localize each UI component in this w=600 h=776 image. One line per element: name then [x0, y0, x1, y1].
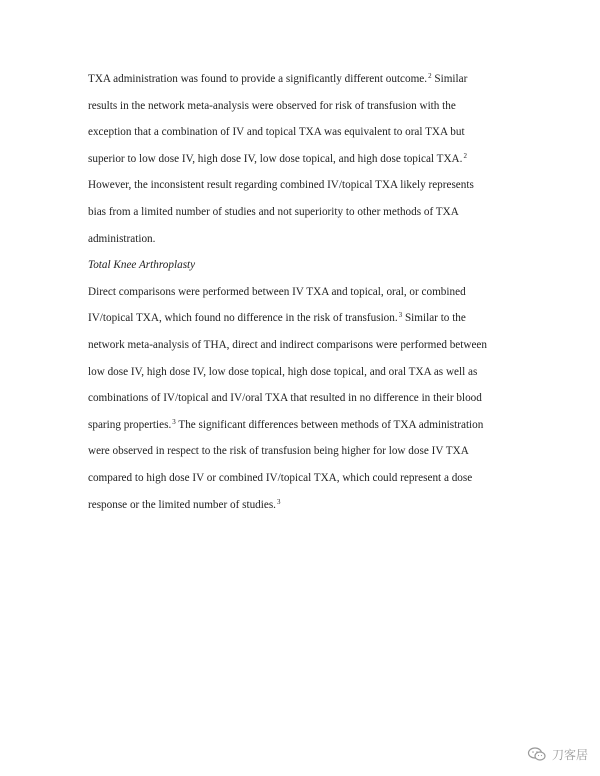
wechat-icon — [527, 746, 547, 762]
paragraph-line: administration. — [88, 232, 156, 245]
citation-superscript: 3 — [398, 311, 403, 320]
paragraph-line: TXA administration was found to provide a significantly different outcome.$^2$ Similar — [88, 72, 468, 85]
paragraph-line: exception that a combination of IV and topical TXA was equivalent to oral TXA but — [88, 126, 465, 139]
paragraph-line: IV/topical TXA, which found no difference in the risk of transfusion.$^3$ Similar to the — [88, 311, 466, 325]
paragraph-line: combinations of IV/topical and IV/oral TXA that resulted in no difference in their blood — [88, 392, 482, 405]
citation-superscript: 2 — [463, 151, 467, 160]
paragraph-line: compared to high dose IV or combined IV/topical TXA, which could represent a dose — [88, 471, 473, 484]
paragraph-line: low dose IV, high dose IV, low dose topical, high dose topical, and oral TXA as well as — [88, 365, 478, 378]
paragraph-line: were observed in respect to the risk of transfusion being higher for low dose IV TXA — [88, 445, 469, 458]
citation-superscript: 3 — [172, 417, 176, 426]
paragraph-line: network meta-analysis of THA, direct and indirect comparisons were performed between — [88, 338, 487, 351]
paragraph-line: However, the inconsistent result regarding combined IV/topical TXA likely represents — [88, 179, 474, 192]
document-body — [88, 66, 518, 518]
paragraph-line: response or the limited number of studies.$^3$ — [88, 497, 281, 511]
watermark — [527, 744, 588, 764]
section-heading: Total Knee Arthroplasty — [88, 259, 196, 272]
paragraph-line: sparing properties.$^3$ The significant differences between methods of TXA administration — [88, 417, 484, 431]
paragraph-line: Direct comparisons were performed between IV TXA and topical, oral, or combined — [88, 285, 466, 298]
paragraph-line: bias from a limited number of studies and not superiority to other methods of TXA — [88, 205, 459, 218]
paragraph-line: superior to low dose IV, high dose IV, low dose topical, and high dose topical TXA.$^2$ — [88, 151, 467, 165]
watermark-text: 刀客居 — [551, 747, 588, 762]
citation-superscript: 3 — [276, 497, 281, 506]
paragraph-line: results in the network meta-analysis were observed for risk of transfusion with the — [88, 99, 456, 112]
citation-superscript: 2 — [428, 72, 432, 80]
